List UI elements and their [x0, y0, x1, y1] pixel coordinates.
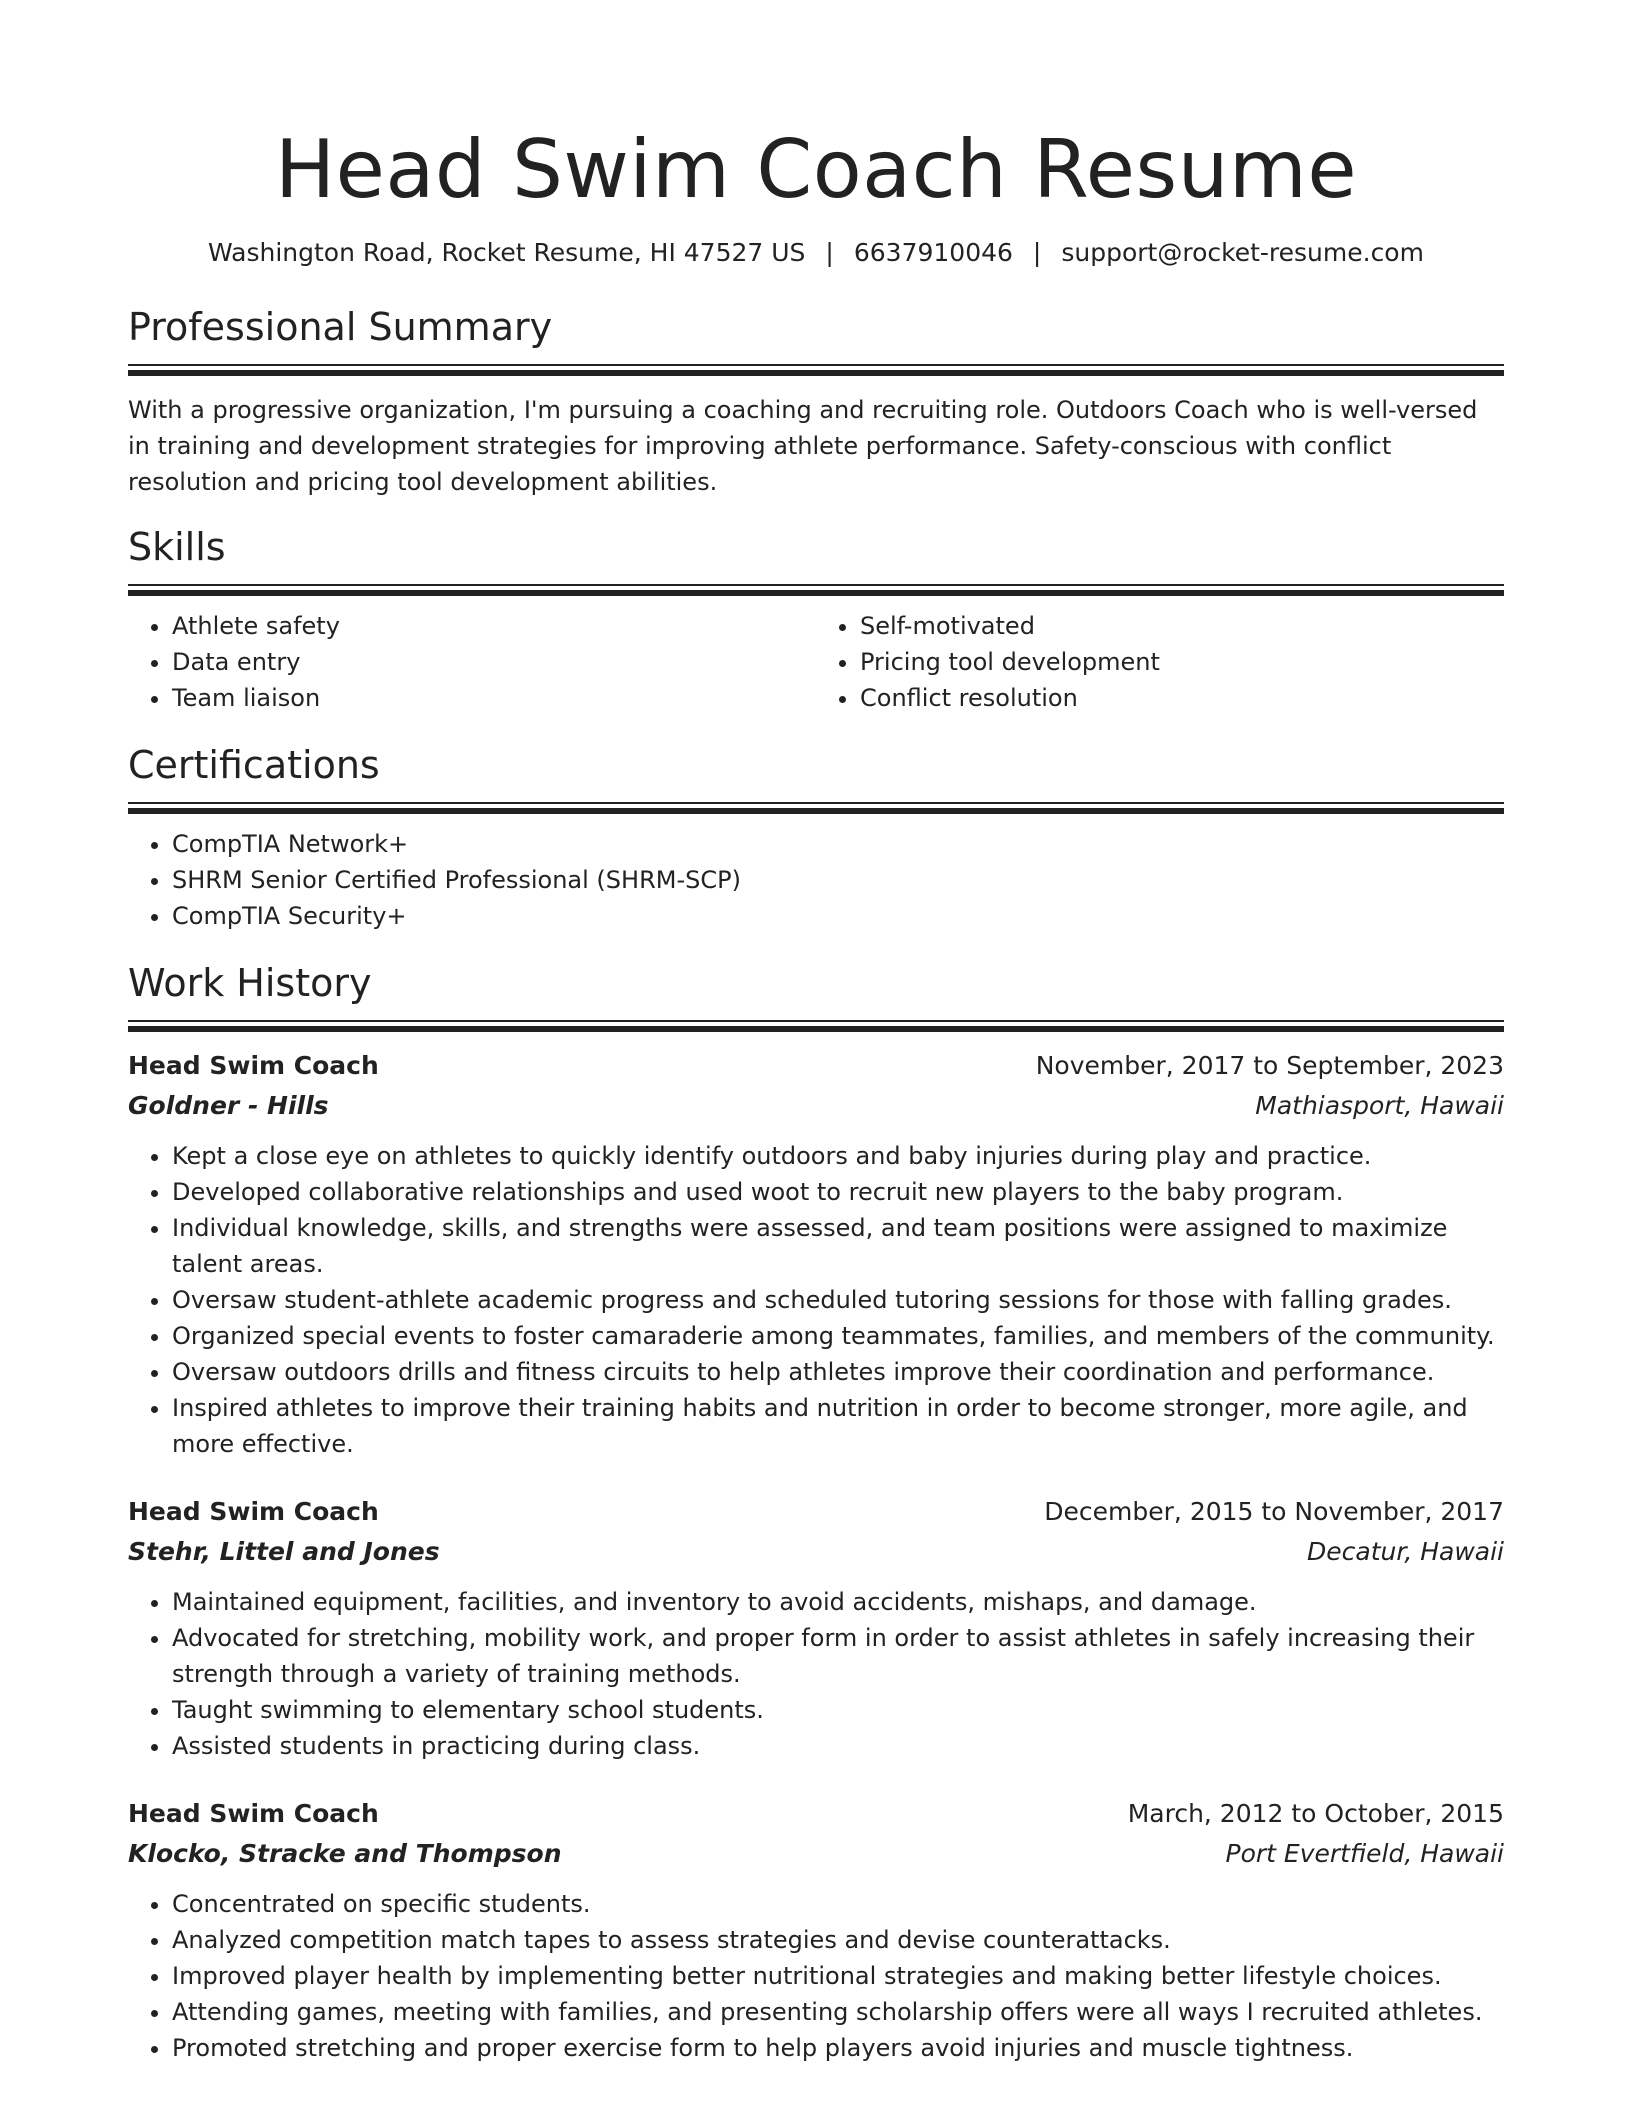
job-location: Mathiasport, Hawaii	[1255, 1091, 1504, 1120]
job-header-row	[128, 1492, 1504, 1532]
skill-item: • Data entry	[172, 644, 816, 680]
section-divider	[128, 584, 1504, 596]
job-dates: November, 2017 to September, 2023	[1035, 1051, 1504, 1080]
job-dates: March, 2012 to October, 2015	[1127, 1799, 1504, 1828]
job-bullet: • Developed collaborative relationships and used woot to recruit new players to the baby program.	[172, 1174, 1504, 1210]
job-bullet: • Improved player health by implementing better nutritional strategies and making better lifestyle choices.	[172, 1958, 1504, 1994]
job-bullet: • Kept a close eye on athletes to quickly identify outdoors and baby injuries during play and practice.	[172, 1138, 1504, 1174]
job-bullets	[128, 1138, 1504, 1462]
certifications-section	[128, 742, 1504, 934]
section-divider	[128, 802, 1504, 814]
job-bullet: • Oversaw student-athlete academic progress and scheduled tutoring sessions for those with falling grades.	[172, 1282, 1504, 1318]
job-header-row	[128, 1046, 1504, 1086]
job-employer: Klocko, Stracke and Thompson	[128, 1839, 562, 1868]
job-employer: Stehr, Littel and Jones	[128, 1537, 440, 1566]
skills-list-right	[816, 608, 1504, 716]
work-history-section	[128, 960, 1504, 2066]
skill-item: • Team liaison	[172, 680, 816, 716]
job-title: Head Swim Coach	[128, 1799, 379, 1828]
certifications-heading: Certifications	[128, 743, 380, 787]
job-bullet: • Concentrated on specific students.	[172, 1886, 1504, 1922]
job-bullet: • Promoted stretching and proper exercise form to help players avoid injuries and muscle tightness.	[172, 2030, 1504, 2066]
job-bullet: • Inspired athletes to improve their training habits and nutrition in order to become stronger, more agile, and more effective.	[172, 1390, 1504, 1462]
skill-item: • Athlete safety	[172, 608, 816, 644]
job-location: Port Evertfield, Hawaii	[1225, 1839, 1504, 1868]
job-bullet: • Organized special events to foster camaraderie among teammates, families, and members of the community.	[172, 1318, 1504, 1354]
job-title: Head Swim Coach	[128, 1051, 379, 1080]
job-bullet: • Taught swimming to elementary school students.	[172, 1692, 1504, 1728]
job-bullets	[128, 1886, 1504, 2066]
job-header-row	[128, 1794, 1504, 1834]
job-entry	[128, 1794, 1504, 2066]
contact-separator: |	[825, 238, 834, 267]
skill-item: • Self-motivated	[860, 608, 1504, 644]
certification-item: • CompTIA Network+	[172, 826, 1504, 862]
skill-item: • Conflict resolution	[860, 680, 1504, 716]
work-history-heading: Work History	[128, 961, 372, 1005]
certification-item: • SHRM Senior Certified Professional (SHRM-SCP)	[172, 862, 1504, 898]
resume-title: Head Swim Coach Resume	[274, 123, 1358, 216]
summary-section	[128, 304, 1504, 500]
job-bullet: • Attending games, meeting with families, and presenting scholarship offers were all ways I recruited athletes.	[172, 1994, 1504, 2030]
contact-phone: 6637910046	[853, 238, 1013, 267]
section-divider	[128, 1020, 1504, 1032]
skills-section	[128, 524, 1504, 716]
job-bullet: • Assisted students in practicing during class.	[172, 1728, 1504, 1764]
contact-email[interactable]: support@rocket-resume.com	[1061, 238, 1424, 267]
skills-heading: Skills	[128, 525, 226, 569]
job-dates: December, 2015 to November, 2017	[1044, 1497, 1504, 1526]
job-bullet: • Oversaw outdoors drills and fitness circuits to help athletes improve their coordination and performance.	[172, 1354, 1504, 1390]
job-bullet: • Maintained equipment, facilities, and inventory to avoid accidents, mishaps, and damage.	[172, 1584, 1504, 1620]
summary-heading: Professional Summary	[128, 305, 553, 349]
certifications-list	[128, 826, 1504, 934]
contact-line	[128, 236, 1504, 270]
job-location: Decatur, Hawaii	[1307, 1537, 1504, 1566]
skills-list-left	[128, 608, 816, 716]
job-bullet: • Individual knowledge, skills, and strengths were assessed, and team positions were assigned to maximize talent areas.	[172, 1210, 1504, 1282]
job-employer-row	[128, 1834, 1504, 1874]
skills-grid	[128, 608, 1504, 716]
summary-text: With a progressive organization, I'm pursuing a coaching and recruiting role. Outdoors Coach who is well-versed in training and development strategies for improving athlete performance. Safety-conscious with conflict resolution and pricing tool development abilities.	[128, 396, 1478, 496]
job-employer-row	[128, 1086, 1504, 1126]
job-title: Head Swim Coach	[128, 1497, 379, 1526]
job-employer: Goldner - Hills	[128, 1091, 329, 1120]
skill-item: • Pricing tool development	[860, 644, 1504, 680]
job-employer-row	[128, 1532, 1504, 1572]
job-entry	[128, 1492, 1504, 1764]
job-entry	[128, 1046, 1504, 1462]
job-bullet: • Advocated for stretching, mobility work, and proper form in order to assist athletes in safely increasing their strength through a variety of training methods.	[172, 1620, 1504, 1692]
contact-address: Washington Road, Rocket Resume, HI 47527 US	[208, 238, 806, 267]
job-bullet: • Analyzed competition match tapes to assess strategies and devise counterattacks.	[172, 1922, 1504, 1958]
contact-separator: |	[1032, 238, 1042, 267]
section-divider	[128, 364, 1504, 376]
job-bullets	[128, 1584, 1504, 1764]
certification-item: • CompTIA Security+	[172, 898, 1504, 934]
